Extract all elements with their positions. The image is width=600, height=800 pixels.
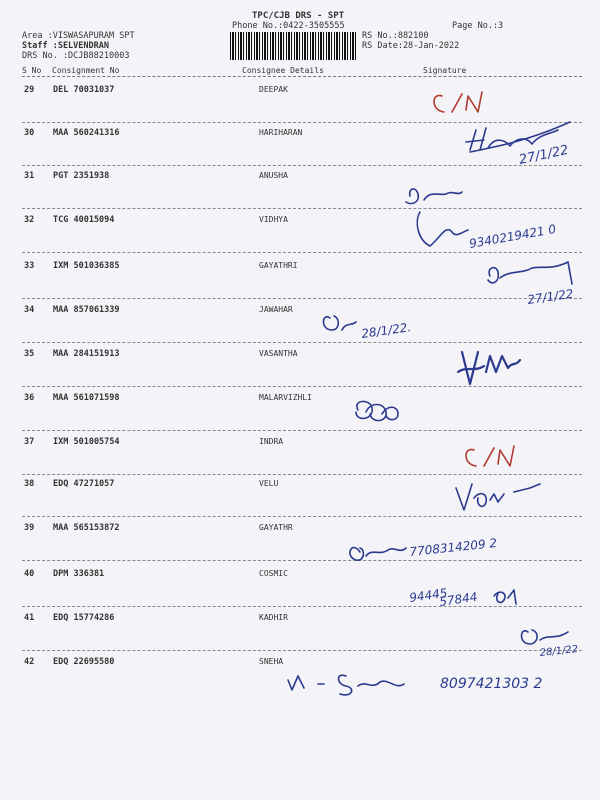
consignee-name: SNEHA bbox=[259, 657, 284, 666]
table-row bbox=[0, 85, 600, 128]
consignee-name: MALARVIZHLI bbox=[259, 393, 312, 402]
staff-label: Staff :SELVENDRAN bbox=[22, 41, 109, 51]
row-divider bbox=[22, 342, 582, 343]
row-divider bbox=[22, 430, 582, 431]
serial-number: 36 bbox=[24, 393, 35, 403]
handwritten-phone: 9340219421 0 bbox=[468, 221, 557, 251]
row-divider bbox=[22, 122, 582, 123]
consignment-number: PGT 2351938 bbox=[53, 171, 110, 181]
table-row bbox=[0, 261, 600, 304]
consignment-number: MAA 561071598 bbox=[53, 393, 120, 403]
area-label: Area :VISWASAPURAM SPT bbox=[22, 31, 135, 41]
document-title: TPC/CJB DRS - SPT bbox=[252, 11, 345, 21]
handwritten-date: 27/1/22 bbox=[517, 142, 570, 168]
consignee-name: VASANTHA bbox=[259, 349, 298, 358]
rs-date: RS Date:28-Jan-2022 bbox=[362, 41, 460, 51]
consignee-name: KADHIR bbox=[259, 613, 288, 622]
table-row bbox=[0, 305, 600, 348]
column-header-consignee: Consignee Details bbox=[242, 66, 324, 75]
table-row bbox=[0, 393, 600, 436]
serial-number: 29 bbox=[24, 85, 35, 95]
serial-number: 34 bbox=[24, 305, 35, 315]
handwritten-date: 28/1/22. bbox=[360, 320, 413, 341]
serial-number: 31 bbox=[24, 171, 35, 181]
handwritten-phone-part: 94445 bbox=[408, 585, 449, 605]
consignment-number: IXM 501005754 bbox=[53, 437, 120, 447]
handwritten-date: 28/1/22 bbox=[539, 644, 579, 659]
consignment-number: EDQ 15774286 bbox=[53, 613, 115, 623]
consignment-number: EDQ 47271057 bbox=[53, 479, 115, 489]
phone-number: Phone No.:0422-3505555 bbox=[232, 21, 345, 31]
column-header-signature: Signature bbox=[423, 66, 467, 75]
row-divider bbox=[22, 516, 582, 517]
consignee-name: VIDHYA bbox=[259, 215, 288, 224]
consignee-name: JAWAHAR bbox=[259, 305, 293, 314]
rs-number: RS No.:882100 bbox=[362, 31, 429, 41]
consignee-name: COSMIC bbox=[259, 569, 288, 578]
handwritten-phone: 8097421303 2 bbox=[440, 676, 543, 692]
row-divider bbox=[22, 650, 582, 651]
barcode bbox=[230, 32, 356, 60]
table-row bbox=[0, 171, 600, 214]
handwritten-phone-part: 57844 bbox=[438, 589, 479, 609]
row-divider bbox=[22, 560, 582, 561]
table-row bbox=[0, 215, 600, 258]
table-row bbox=[0, 657, 600, 700]
row-divider bbox=[22, 165, 582, 166]
serial-number: 32 bbox=[24, 215, 35, 225]
serial-number: 42 bbox=[24, 657, 35, 667]
serial-number: 33 bbox=[24, 261, 35, 271]
table-row bbox=[0, 569, 600, 612]
row-divider bbox=[22, 208, 582, 209]
consignment-number: DPM 336381 bbox=[53, 569, 105, 579]
consignee-name: ANUSHA bbox=[259, 171, 288, 180]
consignee-name: INDRA bbox=[259, 437, 284, 446]
consignment-number: EDQ 22695580 bbox=[53, 657, 115, 667]
consignment-number: IXM 501036385 bbox=[53, 261, 120, 271]
row-divider bbox=[22, 606, 582, 607]
serial-number: 38 bbox=[24, 479, 35, 489]
handwritten-date: 27/1/22 bbox=[526, 286, 575, 307]
page-number: Page No.:3 bbox=[452, 21, 504, 31]
consignment-number: MAA 284151913 bbox=[53, 349, 120, 359]
serial-number: 30 bbox=[24, 128, 35, 138]
serial-number: 41 bbox=[24, 613, 35, 623]
consignee-name: VELU bbox=[259, 479, 279, 488]
table-row bbox=[0, 349, 600, 392]
row-divider bbox=[22, 386, 582, 387]
consignment-number: TCG 40015094 bbox=[53, 215, 115, 225]
consignee-name: GAYATHR bbox=[259, 523, 293, 532]
column-header-consignment: Consignment No bbox=[52, 66, 120, 75]
drs-number: DRS No. :DCJB88210003 bbox=[22, 51, 130, 61]
table-row bbox=[0, 523, 600, 566]
consignee-name: HARIHARAN bbox=[259, 128, 303, 137]
row-divider bbox=[22, 474, 582, 475]
handwritten-phone: 7708314209 2 bbox=[408, 535, 498, 559]
consignment-number: MAA 565153872 bbox=[53, 523, 120, 533]
row-divider bbox=[22, 298, 582, 299]
serial-number: 40 bbox=[24, 569, 35, 579]
serial-number: 35 bbox=[24, 349, 35, 359]
consignment-number: DEL 70031037 bbox=[53, 85, 115, 95]
column-header-sno: S No bbox=[22, 66, 42, 75]
serial-number: 37 bbox=[24, 437, 35, 447]
table-row bbox=[0, 613, 600, 656]
consignment-number: MAA 560241316 bbox=[53, 128, 120, 138]
header-rule bbox=[22, 76, 582, 77]
table-row bbox=[0, 479, 600, 522]
consignee-name: DEEPAK bbox=[259, 85, 288, 94]
table-row bbox=[0, 128, 600, 171]
consignment-number: MAA 857061339 bbox=[53, 305, 120, 315]
table-row bbox=[0, 437, 600, 480]
consignee-name: GAYATHRI bbox=[259, 261, 298, 270]
row-divider bbox=[22, 252, 582, 253]
serial-number: 39 bbox=[24, 523, 35, 533]
